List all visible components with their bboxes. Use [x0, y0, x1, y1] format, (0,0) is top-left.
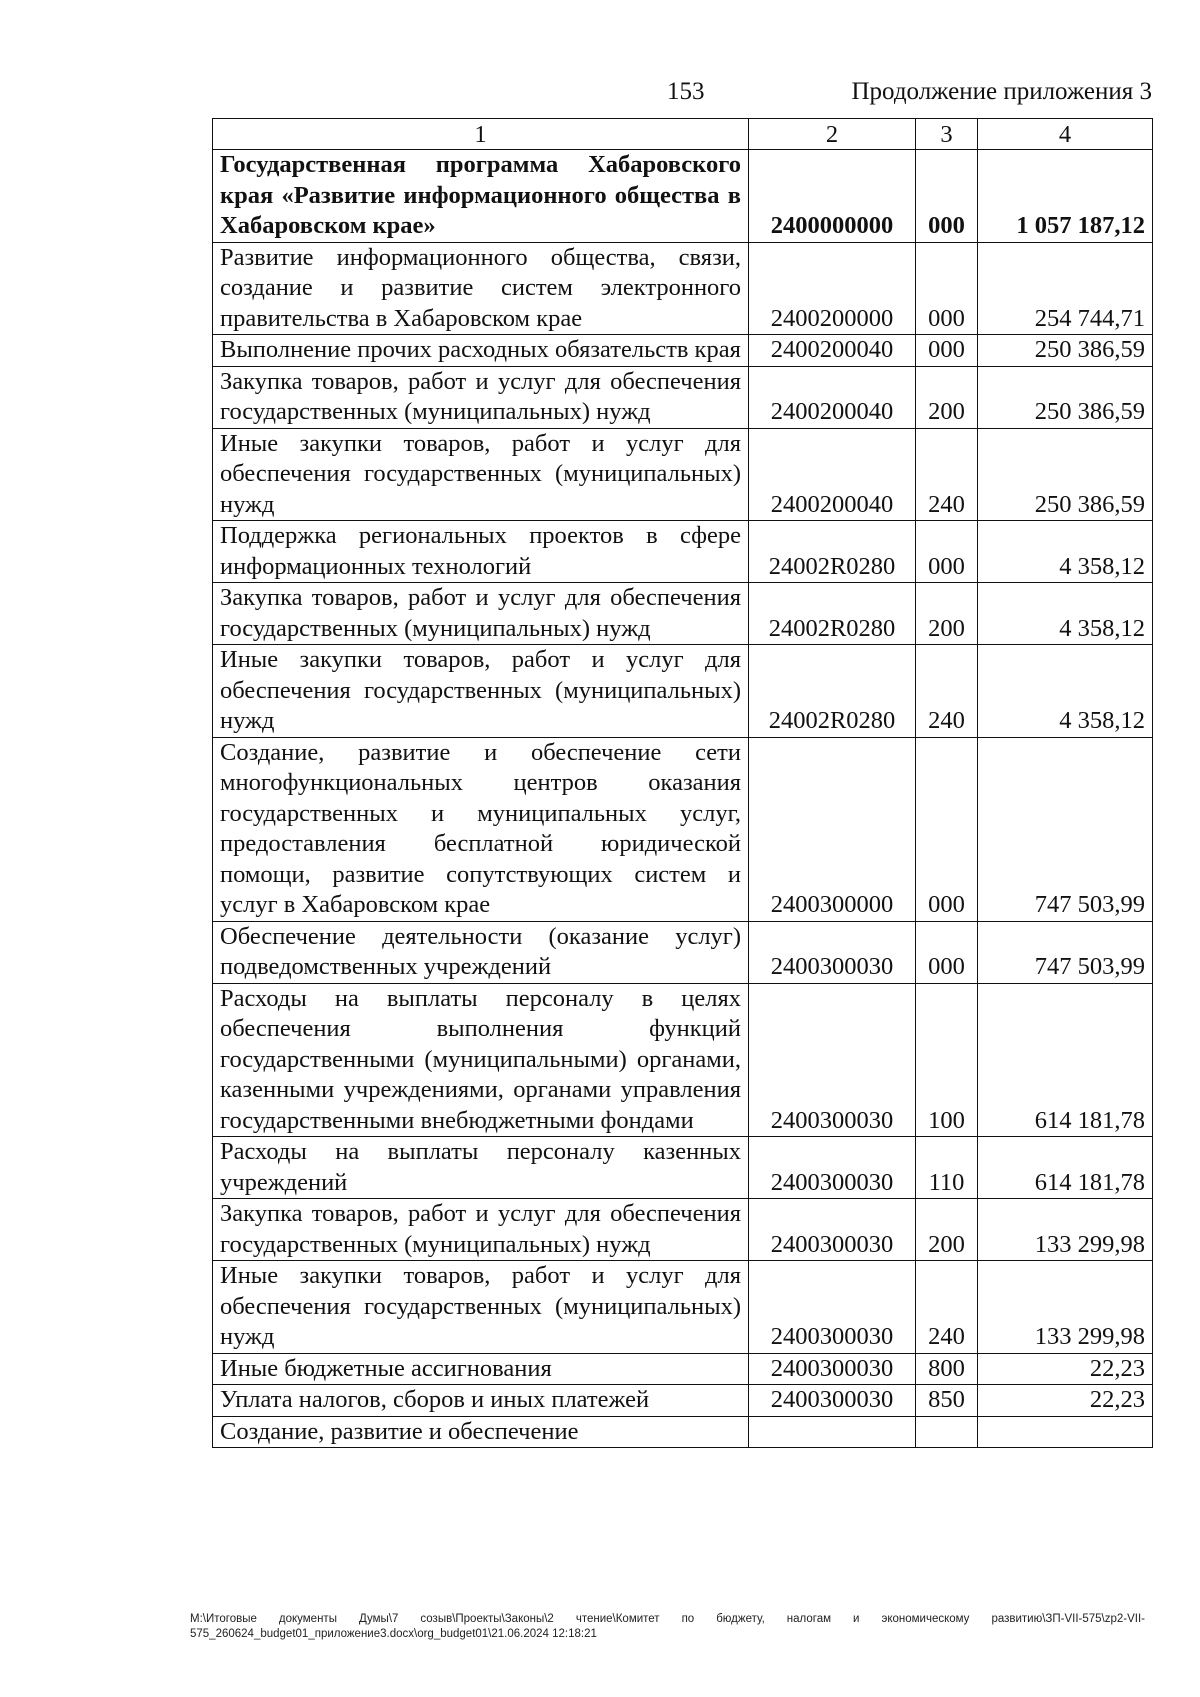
target-code-cell: 2400300030: [749, 1385, 916, 1417]
item-name-cell: Расходы на выплаты персоналу казенных учреждений: [213, 1137, 749, 1199]
file-path-footer: М:\Итоговые документы Думы\7 созыв\Проекты\Законы\2 чтение\Комитет по бюджету, налогам и экономическому развитию\ЗП-VII-575\zp2-VII-575_260624_budget01_приложение3.docx\org_budget01\21.06.2024 12:18:21: [190, 1613, 1145, 1640]
table-row: [213, 242, 1153, 335]
item-name-cell: Закупка товаров, работ и услуг для обеспечения государственных (муниципальных) нужд: [213, 1199, 749, 1261]
expense-type-cell: 200: [916, 1199, 978, 1261]
column-header-4: 4: [978, 119, 1153, 150]
item-name-cell: Государственная программа Хабаровского края «Развитие информационного общества в Хабаровском крае»: [213, 150, 749, 243]
item-name-cell: Создание, развитие и обеспечение: [213, 1416, 749, 1448]
header-row: [213, 119, 1153, 150]
column-header-1: 1: [213, 119, 749, 150]
target-code-cell: 2400300030: [749, 1137, 916, 1199]
expense-type-cell: 850: [916, 1385, 978, 1417]
expense-type-cell: 000: [916, 921, 978, 983]
item-name-cell: Выполнение прочих расходных обязательств края: [213, 335, 749, 367]
target-code-cell: 2400200040: [749, 366, 916, 428]
amount-cell: 22,23: [978, 1353, 1153, 1385]
target-code-cell: 2400300030: [749, 1353, 916, 1385]
target-code-cell: 2400300030: [749, 1261, 916, 1354]
target-code-cell: [749, 1416, 916, 1448]
amount-cell: 614 181,78: [978, 1137, 1153, 1199]
amount-cell: 133 299,98: [978, 1199, 1153, 1261]
table-row: [213, 1199, 1153, 1261]
item-name-cell: Закупка товаров, работ и услуг для обеспечения государственных (муниципальных) нужд: [213, 583, 749, 645]
budget-table: [212, 118, 1153, 1448]
target-code-cell: 2400200040: [749, 428, 916, 521]
table-row: [213, 428, 1153, 521]
amount-cell: 254 744,71: [978, 242, 1153, 335]
amount-cell: 4 358,12: [978, 583, 1153, 645]
table-row: [213, 1261, 1153, 1354]
continuation-label: Продолжение приложения 3: [851, 78, 1152, 105]
table-row: [213, 921, 1153, 983]
expense-type-cell: 000: [916, 521, 978, 583]
item-name-cell: Уплата налогов, сборов и иных платежей: [213, 1385, 749, 1417]
page-number: 153: [667, 78, 705, 105]
table-row: [213, 366, 1153, 428]
column-header-3: 3: [916, 119, 978, 150]
target-code-cell: 2400300000: [749, 737, 916, 921]
item-name-cell: Иные закупки товаров, работ и услуг для обеспечения государственных (муниципальных) нужд: [213, 645, 749, 738]
table-row: [213, 737, 1153, 921]
expense-type-cell: 200: [916, 366, 978, 428]
amount-cell: 22,23: [978, 1385, 1153, 1417]
table-row: [213, 983, 1153, 1137]
table-row: [213, 645, 1153, 738]
amount-cell: 614 181,78: [978, 983, 1153, 1137]
expense-type-cell: 240: [916, 428, 978, 521]
item-name-cell: Создание, развитие и обеспечение сети многофункциональных центров оказания государственных и муниципальных услуг, предоставления бесплатной юридической помощи, развитие сопутствующих систем и услуг в Хабаровском крае: [213, 737, 749, 921]
amount-cell: 747 503,99: [978, 737, 1153, 921]
item-name-cell: Поддержка региональных проектов в сфере информационных технологий: [213, 521, 749, 583]
expense-type-cell: 200: [916, 583, 978, 645]
table-row: [213, 583, 1153, 645]
item-name-cell: Закупка товаров, работ и услуг для обеспечения государственных (муниципальных) нужд: [213, 366, 749, 428]
amount-cell: 133 299,98: [978, 1261, 1153, 1354]
item-name-cell: Иные бюджетные ассигнования: [213, 1353, 749, 1385]
table-row: [213, 1385, 1153, 1417]
item-name-cell: Обеспечение деятельности (оказание услуг) подведомственных учреждений: [213, 921, 749, 983]
expense-type-cell: 100: [916, 983, 978, 1137]
table-row: [213, 150, 1153, 243]
expense-type-cell: 000: [916, 737, 978, 921]
amount-cell: 4 358,12: [978, 645, 1153, 738]
item-name-cell: Расходы на выплаты персоналу в целях обеспечения выполнения функций государственными (муниципальными) органами, казенными учреждениями, органами управления государственными внебюджетными фондами: [213, 983, 749, 1137]
target-code-cell: 2400200040: [749, 335, 916, 367]
target-code-cell: 24002R0280: [749, 521, 916, 583]
column-header-2: 2: [749, 119, 916, 150]
expense-type-cell: 240: [916, 1261, 978, 1354]
amount-cell: [978, 1416, 1153, 1448]
table-row: [213, 1353, 1153, 1385]
amount-cell: 4 358,12: [978, 521, 1153, 583]
expense-type-cell: 000: [916, 242, 978, 335]
expense-type-cell: 240: [916, 645, 978, 738]
expense-type-cell: 110: [916, 1137, 978, 1199]
table-row: [213, 521, 1153, 583]
item-name-cell: Иные закупки товаров, работ и услуг для обеспечения государственных (муниципальных) нужд: [213, 428, 749, 521]
table-row: [213, 335, 1153, 367]
item-name-cell: Иные закупки товаров, работ и услуг для обеспечения государственных (муниципальных) нужд: [213, 1261, 749, 1354]
amount-cell: 1 057 187,12: [978, 150, 1153, 243]
expense-type-cell: 000: [916, 150, 978, 243]
amount-cell: 250 386,59: [978, 335, 1153, 367]
amount-cell: 250 386,59: [978, 366, 1153, 428]
item-name-cell: Развитие информационного общества, связи, создание и развитие систем электронного правительства в Хабаровском крае: [213, 242, 749, 335]
table-row: [213, 1137, 1153, 1199]
target-code-cell: 2400300030: [749, 921, 916, 983]
target-code-cell: 2400300030: [749, 983, 916, 1137]
expense-type-cell: 800: [916, 1353, 978, 1385]
table-body: [213, 150, 1153, 1448]
expense-type-cell: [916, 1416, 978, 1448]
amount-cell: 250 386,59: [978, 428, 1153, 521]
target-code-cell: 24002R0280: [749, 583, 916, 645]
target-code-cell: 2400000000: [749, 150, 916, 243]
amount-cell: 747 503,99: [978, 921, 1153, 983]
expense-type-cell: 000: [916, 335, 978, 367]
target-code-cell: 24002R0280: [749, 645, 916, 738]
target-code-cell: 2400300030: [749, 1199, 916, 1261]
table-row: [213, 1416, 1153, 1448]
target-code-cell: 2400200000: [749, 242, 916, 335]
